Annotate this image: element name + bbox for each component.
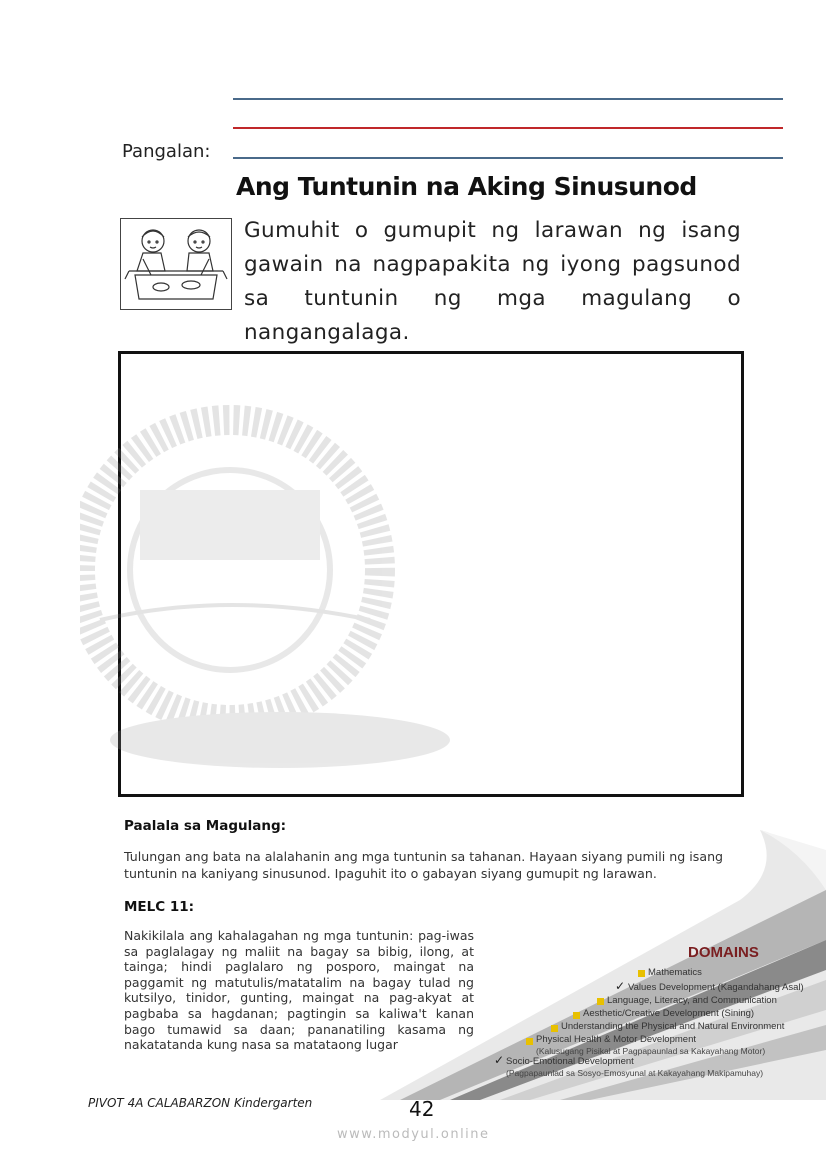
domain-subtitle: (Pagpapaunlad sa Sosyo-Emosyunal at Kakayahang Makipamuhay) — [506, 1068, 764, 1078]
page-number: 42 — [409, 1097, 435, 1121]
domains-title: DOMAINS — [688, 944, 759, 961]
deped-seal-watermark — [80, 380, 460, 780]
name-line-bottom — [233, 157, 783, 159]
children-drawing-icon — [120, 218, 232, 310]
domain-bullet — [551, 1025, 558, 1032]
domain-item: Understanding the Physical and Natural Environment — [561, 1021, 785, 1032]
parent-note-text: Tulungan ang bata na alalahanin ang mga tuntunin sa tahanan. Hayaan siyang pumili ng isang tuntunin na kaniyang sinusunod. Ipaguhit ito o gabayan siyang gumupit ng larawan. — [124, 849, 724, 881]
check-icon: ✓ — [615, 979, 626, 993]
name-line-middle — [233, 127, 783, 129]
activity-title: Ang Tuntunin na Aking Sinusunod — [236, 172, 697, 201]
activity-instruction: Gumuhit o gumupit ng larawan ng isang gawain na nagpapakita ng iyong pagsunod sa tuntunin ng mga magulang o nangangalaga. — [244, 218, 741, 345]
parent-note-heading: Paalala sa Magulang: — [124, 818, 286, 834]
website-link[interactable]: www.modyul.online — [337, 1127, 490, 1142]
footer-program-label: PIVOT 4A CALABARZON Kindergarten — [88, 1096, 313, 1110]
domain-item: Physical Health & Motor Development — [536, 1034, 696, 1045]
domain-bullet — [573, 1012, 580, 1019]
domain-bullet — [638, 970, 645, 977]
domain-item: Mathematics — [648, 967, 702, 978]
name-label: Pangalan: — [122, 141, 211, 162]
domain-subtitle: (Kalusugang Pisikal at Pagpapaunlad sa Kakayahang Motor) — [536, 1046, 766, 1056]
check-icon: ✓ — [494, 1053, 505, 1067]
name-line-top — [233, 98, 783, 100]
domain-bullet — [597, 998, 604, 1005]
domain-item: Aesthetic/Creative Development (Sining) — [583, 1008, 755, 1019]
melc-text: Nakikilala ang kahalagahan ng mga tuntunin: pag-iwas sa paglalagay ng maliit na bagay sa bibig, ilong, at tainga; hindi paglalaro ng posporo, maingat na paggamit ng matutulis/matatalim na bagay tulad ng kutsilyo, tinidor, gunting, maingat na pag-akyat at pagbaba sa hagdanan; pagtingin sa kaliwa't kanan bago tumawid sa daan; pananatiling kasama ng nakatatanda kung nasa sa matataong lugar — [124, 928, 474, 1053]
domain-item: Language, Literacy, and Communication — [607, 995, 777, 1006]
domain-bullet — [526, 1038, 533, 1045]
domain-item: Socio-Emotional Development — [506, 1056, 634, 1067]
melc-heading: MELC 11: — [124, 899, 195, 915]
domain-item: Values Development (Kagandahang Asal) — [628, 982, 804, 993]
